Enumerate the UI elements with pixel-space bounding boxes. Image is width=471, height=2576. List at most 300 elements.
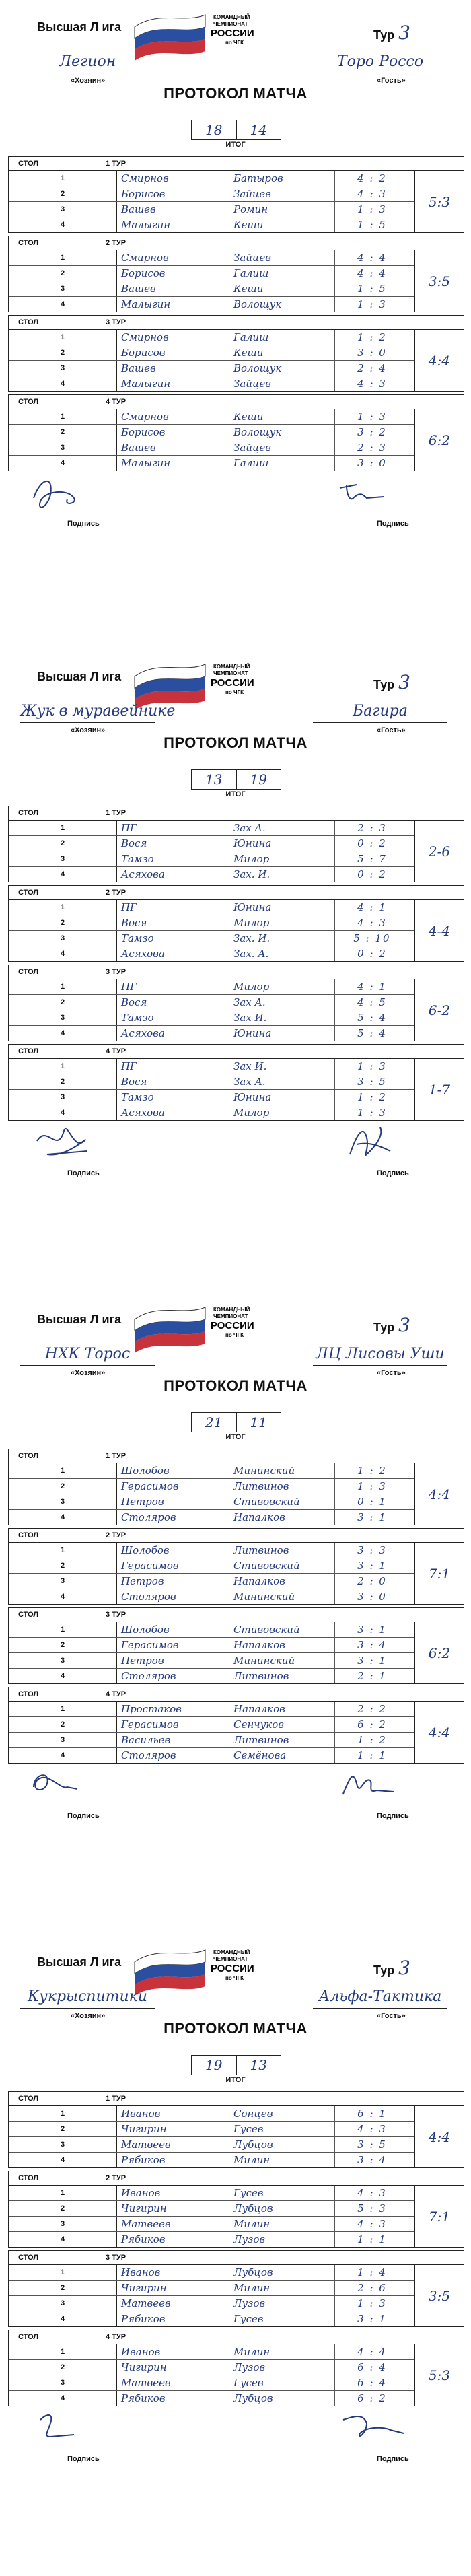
home-player: Иванов xyxy=(117,2106,229,2121)
table-number: 1 xyxy=(9,821,117,835)
table-number: 3 xyxy=(9,202,117,217)
guest-player: Милор xyxy=(229,915,335,930)
table-row xyxy=(9,1558,464,1573)
table-number: 4 xyxy=(9,376,117,391)
round-name: 3 ТУР xyxy=(106,968,126,976)
round-table-1 xyxy=(8,156,464,233)
guest-player: Зах А. xyxy=(229,1074,335,1089)
guest-signature-label: Подпись xyxy=(377,1812,409,1820)
table-number: 3 xyxy=(9,2375,117,2390)
round-header xyxy=(9,2330,464,2344)
game-score: 4 : 4 xyxy=(357,267,387,279)
round-total: 1-7 xyxy=(414,1059,464,1120)
game-score: 4 : 3 xyxy=(357,188,387,200)
round-total: 6:2 xyxy=(414,409,464,471)
guest-signature xyxy=(336,1764,410,1811)
table-number: 3 xyxy=(9,1010,117,1025)
logo-line2: ЧЕМПИОНАТ xyxy=(213,670,248,676)
table-row xyxy=(9,1074,464,1089)
round-total: 4:4 xyxy=(414,1463,464,1525)
guest-player: Милин xyxy=(229,2153,335,2167)
guest-role-label: «Гость» xyxy=(377,77,406,85)
home-player: Малыгин xyxy=(117,456,229,471)
table-row xyxy=(9,250,464,265)
table-number: 3 xyxy=(9,1574,117,1589)
round-header xyxy=(9,806,464,821)
game-score: 6 : 2 xyxy=(357,1718,387,1731)
table-number: 2 xyxy=(9,2360,117,2375)
game-score: 3 : 1 xyxy=(357,1560,387,1572)
round-name: 1 ТУР xyxy=(106,160,126,168)
round-table-2 xyxy=(8,1528,464,1605)
home-player: Вося xyxy=(117,995,229,1010)
home-player: Вашев xyxy=(117,361,229,376)
total-score-guest: 13 xyxy=(236,2056,281,2075)
game-score: 5 : 4 xyxy=(357,1027,387,1039)
tour-field xyxy=(373,671,410,693)
table-number: 1 xyxy=(9,250,117,265)
round-body xyxy=(9,900,464,961)
table-row xyxy=(9,979,464,994)
round-header xyxy=(9,157,464,171)
table-row xyxy=(9,1702,464,1716)
guest-player: Милор xyxy=(229,851,335,866)
guest-player: Милин xyxy=(229,2344,335,2359)
home-player: Малыгин xyxy=(117,217,229,232)
game-score: 5 : 4 xyxy=(357,1012,387,1024)
stol-label: СТОЛ xyxy=(18,889,39,897)
round-total: 7:1 xyxy=(414,1543,464,1604)
table-number: 2 xyxy=(9,2281,117,2295)
guest-player: Зах. А. xyxy=(229,946,335,961)
table-row xyxy=(9,2311,464,2326)
round-table-4 xyxy=(8,1687,464,1764)
logo-line4: по ЧГК xyxy=(225,40,244,46)
guest-player: Волощук xyxy=(229,297,335,312)
round-name: 4 ТУР xyxy=(106,398,126,406)
home-player: Петров xyxy=(117,1653,229,1668)
table-number: 3 xyxy=(9,1653,117,1668)
guest-player: Зах. И. xyxy=(229,931,335,946)
game-score: 4 : 4 xyxy=(357,2346,387,2358)
home-player: Шолобов xyxy=(117,1622,229,1637)
table-number: 3 xyxy=(9,1090,117,1105)
guest-player: Литвинов xyxy=(229,1543,335,1558)
league-label: Высшая Л ига xyxy=(37,20,122,34)
logo-line4: по ЧГК xyxy=(225,1975,244,1981)
table-number: 4 xyxy=(9,1026,117,1041)
home-player: Смирнов xyxy=(117,330,229,345)
round-body xyxy=(9,2265,464,2326)
guest-player: Ромин xyxy=(229,202,335,217)
home-player: ПГ xyxy=(117,900,229,915)
home-player: Шолобов xyxy=(117,1463,229,1478)
table-number: 3 xyxy=(9,931,117,946)
guest-player: Напалков xyxy=(229,1510,335,1525)
game-score: 4 : 3 xyxy=(357,378,387,390)
table-row xyxy=(9,1652,464,1668)
round-header xyxy=(9,236,464,250)
table-row xyxy=(9,330,464,345)
game-score: 1 : 1 xyxy=(357,1749,387,1762)
game-score: 5 : 7 xyxy=(357,853,387,865)
table-row xyxy=(9,360,464,376)
table-row xyxy=(9,440,464,455)
home-player: Столяров xyxy=(117,1510,229,1525)
guest-team-name: ЛЦ Лисовы Уши xyxy=(313,1345,447,1366)
guest-player: Зах А. xyxy=(229,821,335,835)
guest-signature-label: Подпись xyxy=(377,2455,409,2463)
round-total: 3:5 xyxy=(414,250,464,312)
home-player: Иванов xyxy=(117,2265,229,2280)
logo-line3: РОССИИ xyxy=(211,1963,254,1974)
home-signature xyxy=(27,471,101,518)
home-signature-label: Подпись xyxy=(67,1812,100,1820)
table-row xyxy=(9,1732,464,1747)
table-number: 4 xyxy=(9,2391,117,2406)
match-protocol-4 xyxy=(0,1935,471,2576)
game-score: 4 : 3 xyxy=(357,2187,387,2199)
table-row xyxy=(9,1509,464,1525)
home-player: Вося xyxy=(117,915,229,930)
guest-player: Литвинов xyxy=(229,1479,335,1494)
round-body xyxy=(9,409,464,471)
round-header xyxy=(9,2251,464,2265)
stol-label: СТОЛ xyxy=(18,2254,39,2262)
home-role-label: «Хозяин» xyxy=(71,1369,106,1377)
game-score: 0 : 2 xyxy=(357,868,387,880)
game-score: 1 : 3 xyxy=(357,1060,387,1072)
table-number: 1 xyxy=(9,2106,117,2121)
table-row xyxy=(9,217,464,232)
round-header xyxy=(9,2171,464,2186)
guest-player: Зах. И. xyxy=(229,867,335,882)
round-total: 6-2 xyxy=(414,979,464,1041)
round-table-1 xyxy=(8,806,464,882)
game-score: 1 : 2 xyxy=(357,1465,387,1477)
table-number: 1 xyxy=(9,1463,117,1478)
home-player: Петров xyxy=(117,1574,229,1589)
home-player: Малыгин xyxy=(117,376,229,391)
table-number: 2 xyxy=(9,836,117,851)
table-row xyxy=(9,409,464,424)
game-score: 3 : 1 xyxy=(357,1655,387,1667)
stol-label: СТОЛ xyxy=(18,2333,39,2341)
game-score: 6 : 1 xyxy=(357,2108,387,2120)
table-row xyxy=(9,345,464,360)
table-number: 2 xyxy=(9,1717,117,1732)
table-number: 4 xyxy=(9,1510,117,1525)
match-protocol-1 xyxy=(0,0,471,641)
tour-number: 3 xyxy=(398,671,410,693)
table-row xyxy=(9,2216,464,2231)
table-row xyxy=(9,424,464,440)
home-team-name: НХК Торос xyxy=(20,1345,155,1366)
round-name: 1 ТУР xyxy=(106,809,126,817)
game-score: 0 : 2 xyxy=(357,837,387,849)
home-player: Тамзо xyxy=(117,851,229,866)
guest-player: Напалков xyxy=(229,1638,335,1652)
game-score: 2 : 3 xyxy=(357,442,387,454)
guest-player: Кеши xyxy=(229,409,335,424)
game-score: 4 : 3 xyxy=(357,917,387,929)
protocol-title: ПРОТОКОЛ МАТЧА xyxy=(164,1377,307,1394)
table-number: 4 xyxy=(9,297,117,312)
guest-player: Галиш xyxy=(229,456,335,471)
table-number: 4 xyxy=(9,1589,117,1604)
round-body xyxy=(9,2106,464,2167)
game-score: 3 : 1 xyxy=(357,1624,387,1636)
home-signature xyxy=(27,1121,101,1168)
table-number: 4 xyxy=(9,946,117,961)
round-body xyxy=(9,171,464,232)
home-player: Шолобов xyxy=(117,1543,229,1558)
home-player: Столяров xyxy=(117,1669,229,1683)
table-row xyxy=(9,866,464,882)
protocol-title: ПРОТОКОЛ МАТЧА xyxy=(164,2020,307,2037)
home-player: Тамзо xyxy=(117,1090,229,1105)
home-player: Асяхова xyxy=(117,867,229,882)
table-row xyxy=(9,851,464,866)
round-header xyxy=(9,1529,464,1543)
round-header xyxy=(9,1687,464,1702)
round-body xyxy=(9,1543,464,1604)
table-row xyxy=(9,2200,464,2216)
home-signature-label: Подпись xyxy=(67,1169,100,1177)
home-player: Борисов xyxy=(117,266,229,281)
game-score: 2 : 2 xyxy=(357,1703,387,1715)
home-player: Борисов xyxy=(117,186,229,201)
table-row xyxy=(9,2265,464,2280)
table-row xyxy=(9,376,464,391)
table-row xyxy=(9,1747,464,1763)
guest-player: Волощук xyxy=(229,425,335,440)
guest-role-label: «Гость» xyxy=(377,726,406,734)
table-number: 1 xyxy=(9,979,117,994)
guest-player: Гусев xyxy=(229,2186,335,2200)
round-total: 4:4 xyxy=(414,2106,464,2167)
table-row xyxy=(9,1573,464,1589)
home-player: Тамзо xyxy=(117,1010,229,1025)
round-table-2 xyxy=(8,236,464,312)
table-row xyxy=(9,2375,464,2390)
round-header xyxy=(9,1449,464,1463)
itog-label: ИТОГ xyxy=(225,790,246,798)
stol-label: СТОЛ xyxy=(18,2174,39,2182)
table-number: 1 xyxy=(9,900,117,915)
table-row xyxy=(9,296,464,312)
game-score: 3 : 5 xyxy=(357,1076,387,1088)
game-score: 1 : 2 xyxy=(357,1091,387,1103)
home-player: ПГ xyxy=(117,1059,229,1074)
round-body xyxy=(9,979,464,1041)
guest-player: Галиш xyxy=(229,266,335,281)
stol-label: СТОЛ xyxy=(18,1452,39,1460)
game-score: 1 : 3 xyxy=(357,411,387,423)
game-score: 4 : 3 xyxy=(357,2123,387,2135)
table-number: 3 xyxy=(9,361,117,376)
table-row xyxy=(9,1478,464,1494)
round-body xyxy=(9,821,464,882)
round-header xyxy=(9,2092,464,2106)
table-number: 1 xyxy=(9,1543,117,1558)
total-score-home: 19 xyxy=(205,2057,223,2073)
table-number: 2 xyxy=(9,1558,117,1573)
table-number: 1 xyxy=(9,1059,117,1074)
round-table-3 xyxy=(8,965,464,1041)
table-number: 3 xyxy=(9,440,117,455)
home-player: Чигирин xyxy=(117,2122,229,2136)
guest-player: Гусев xyxy=(229,2122,335,2136)
tour-label: Тур xyxy=(373,28,395,42)
game-score: 4 : 5 xyxy=(357,996,387,1008)
game-score: 1 : 2 xyxy=(357,331,387,343)
round-table-3 xyxy=(8,315,464,392)
game-score: 1 : 2 xyxy=(357,1734,387,1746)
logo-line4: по ЧГК xyxy=(225,1332,244,1338)
guest-player: Мининский xyxy=(229,1463,335,1478)
stol-label: СТОЛ xyxy=(18,968,39,976)
round-table-1 xyxy=(8,1449,464,1525)
guest-player: Напалков xyxy=(229,1702,335,1716)
round-name: 3 ТУР xyxy=(106,318,126,326)
home-player: Герасимов xyxy=(117,1558,229,1573)
home-role-label: «Хозяин» xyxy=(71,2012,106,2020)
guest-player: Стивовский xyxy=(229,1494,335,1509)
game-score: 2 : 4 xyxy=(357,362,387,374)
guest-player: Милор xyxy=(229,1105,335,1120)
tour-label: Тур xyxy=(373,1321,395,1334)
round-table-4 xyxy=(8,394,464,471)
home-player: Смирнов xyxy=(117,409,229,424)
logo-line4: по ЧГК xyxy=(225,689,244,695)
logo-line3: РОССИИ xyxy=(211,677,254,689)
table-number: 2 xyxy=(9,1074,117,1089)
guest-player: Зах А. xyxy=(229,995,335,1010)
home-player: Герасимов xyxy=(117,1638,229,1652)
guest-team-name: Торо Россо xyxy=(313,53,447,73)
total-score-home: 21 xyxy=(205,1414,223,1430)
table-row xyxy=(9,1543,464,1558)
guest-signature xyxy=(336,2406,410,2453)
guest-signature xyxy=(336,1121,410,1168)
tour-field xyxy=(373,22,410,44)
guest-player: Зайцев xyxy=(229,440,335,455)
game-score: 3 : 1 xyxy=(357,1511,387,1523)
table-number: 2 xyxy=(9,186,117,201)
round-body xyxy=(9,1059,464,1120)
game-score: 6 : 4 xyxy=(357,2361,387,2373)
round-name: 1 ТУР xyxy=(106,2095,126,2103)
round-name: 4 ТУР xyxy=(106,1690,126,1698)
guest-player: Батыров xyxy=(229,171,335,186)
table-number: 1 xyxy=(9,171,117,186)
league-label: Высшая Л ига xyxy=(37,670,122,683)
home-player: Герасимов xyxy=(117,1717,229,1732)
guest-signature xyxy=(336,471,410,518)
round-total: 5:3 xyxy=(414,2344,464,2406)
table-number: 1 xyxy=(9,2344,117,2359)
home-player: ПГ xyxy=(117,821,229,835)
tour-field xyxy=(373,1314,410,1336)
game-score: 1 : 3 xyxy=(357,203,387,215)
total-score-box xyxy=(191,120,281,140)
match-protocol-3 xyxy=(0,1292,471,1933)
table-number: 4 xyxy=(9,456,117,471)
itog-label: ИТОГ xyxy=(225,141,246,149)
itog-label: ИТОГ xyxy=(225,2076,246,2084)
home-player: Матвеев xyxy=(117,2217,229,2231)
tour-number: 3 xyxy=(398,1314,410,1336)
game-score: 6 : 2 xyxy=(357,2392,387,2404)
guest-player: Юнина xyxy=(229,900,335,915)
home-player: Петров xyxy=(117,1494,229,1509)
round-total: 6:2 xyxy=(414,1622,464,1683)
table-number: 2 xyxy=(9,2122,117,2136)
game-score: 2 : 6 xyxy=(357,2282,387,2294)
total-score-home: 13 xyxy=(205,771,223,788)
home-player: Чигирин xyxy=(117,2281,229,2295)
league-label: Высшая Л ига xyxy=(37,1313,122,1326)
guest-player: Гусев xyxy=(229,2311,335,2326)
table-number: 3 xyxy=(9,1733,117,1747)
table-row xyxy=(9,201,464,217)
round-body xyxy=(9,250,464,312)
tour-number: 3 xyxy=(398,22,410,44)
home-player: Рябиков xyxy=(117,2232,229,2247)
home-player: Герасимов xyxy=(117,1479,229,1494)
guest-player: Напалков xyxy=(229,1574,335,1589)
table-number: 2 xyxy=(9,266,117,281)
guest-player: Лузов xyxy=(229,2232,335,2247)
logo-line1: КОМАНДНЫЙ xyxy=(213,1307,250,1313)
home-player: Вося xyxy=(117,1074,229,1089)
home-player: Смирнов xyxy=(117,250,229,265)
logo-line3: РОССИИ xyxy=(211,1320,254,1331)
game-score: 3 : 2 xyxy=(357,426,387,438)
guest-player: Гусев xyxy=(229,2375,335,2390)
round-body xyxy=(9,2186,464,2247)
game-score: 4 : 4 xyxy=(357,252,387,264)
guest-player: Кеши xyxy=(229,345,335,360)
stol-label: СТОЛ xyxy=(18,318,39,326)
table-number: 1 xyxy=(9,1702,117,1716)
guest-player: Литвинов xyxy=(229,1669,335,1683)
match-protocol-2 xyxy=(0,650,471,1290)
tour-label: Тур xyxy=(373,1963,395,1977)
home-player: Столяров xyxy=(117,1748,229,1763)
table-row xyxy=(9,2106,464,2121)
home-player: Асяхова xyxy=(117,1026,229,1041)
home-role-label: «Хозяин» xyxy=(71,726,106,734)
round-table-2 xyxy=(8,885,464,962)
game-score: 0 : 1 xyxy=(357,1496,387,1508)
guest-player: Мининский xyxy=(229,1653,335,1668)
stol-label: СТОЛ xyxy=(18,1047,39,1055)
table-number: 1 xyxy=(9,330,117,345)
game-score: 4 : 1 xyxy=(357,901,387,913)
guest-player: Зайцев xyxy=(229,250,335,265)
table-number: 2 xyxy=(9,1479,117,1494)
total-score-box xyxy=(191,2055,281,2075)
stol-label: СТОЛ xyxy=(18,1531,39,1539)
home-player: Вашев xyxy=(117,440,229,455)
guest-player: Мининский xyxy=(229,1589,335,1604)
total-score-box xyxy=(191,769,281,790)
total-score-guest: 11 xyxy=(236,1413,281,1432)
stol-label: СТОЛ xyxy=(18,239,39,247)
table-row xyxy=(9,821,464,835)
